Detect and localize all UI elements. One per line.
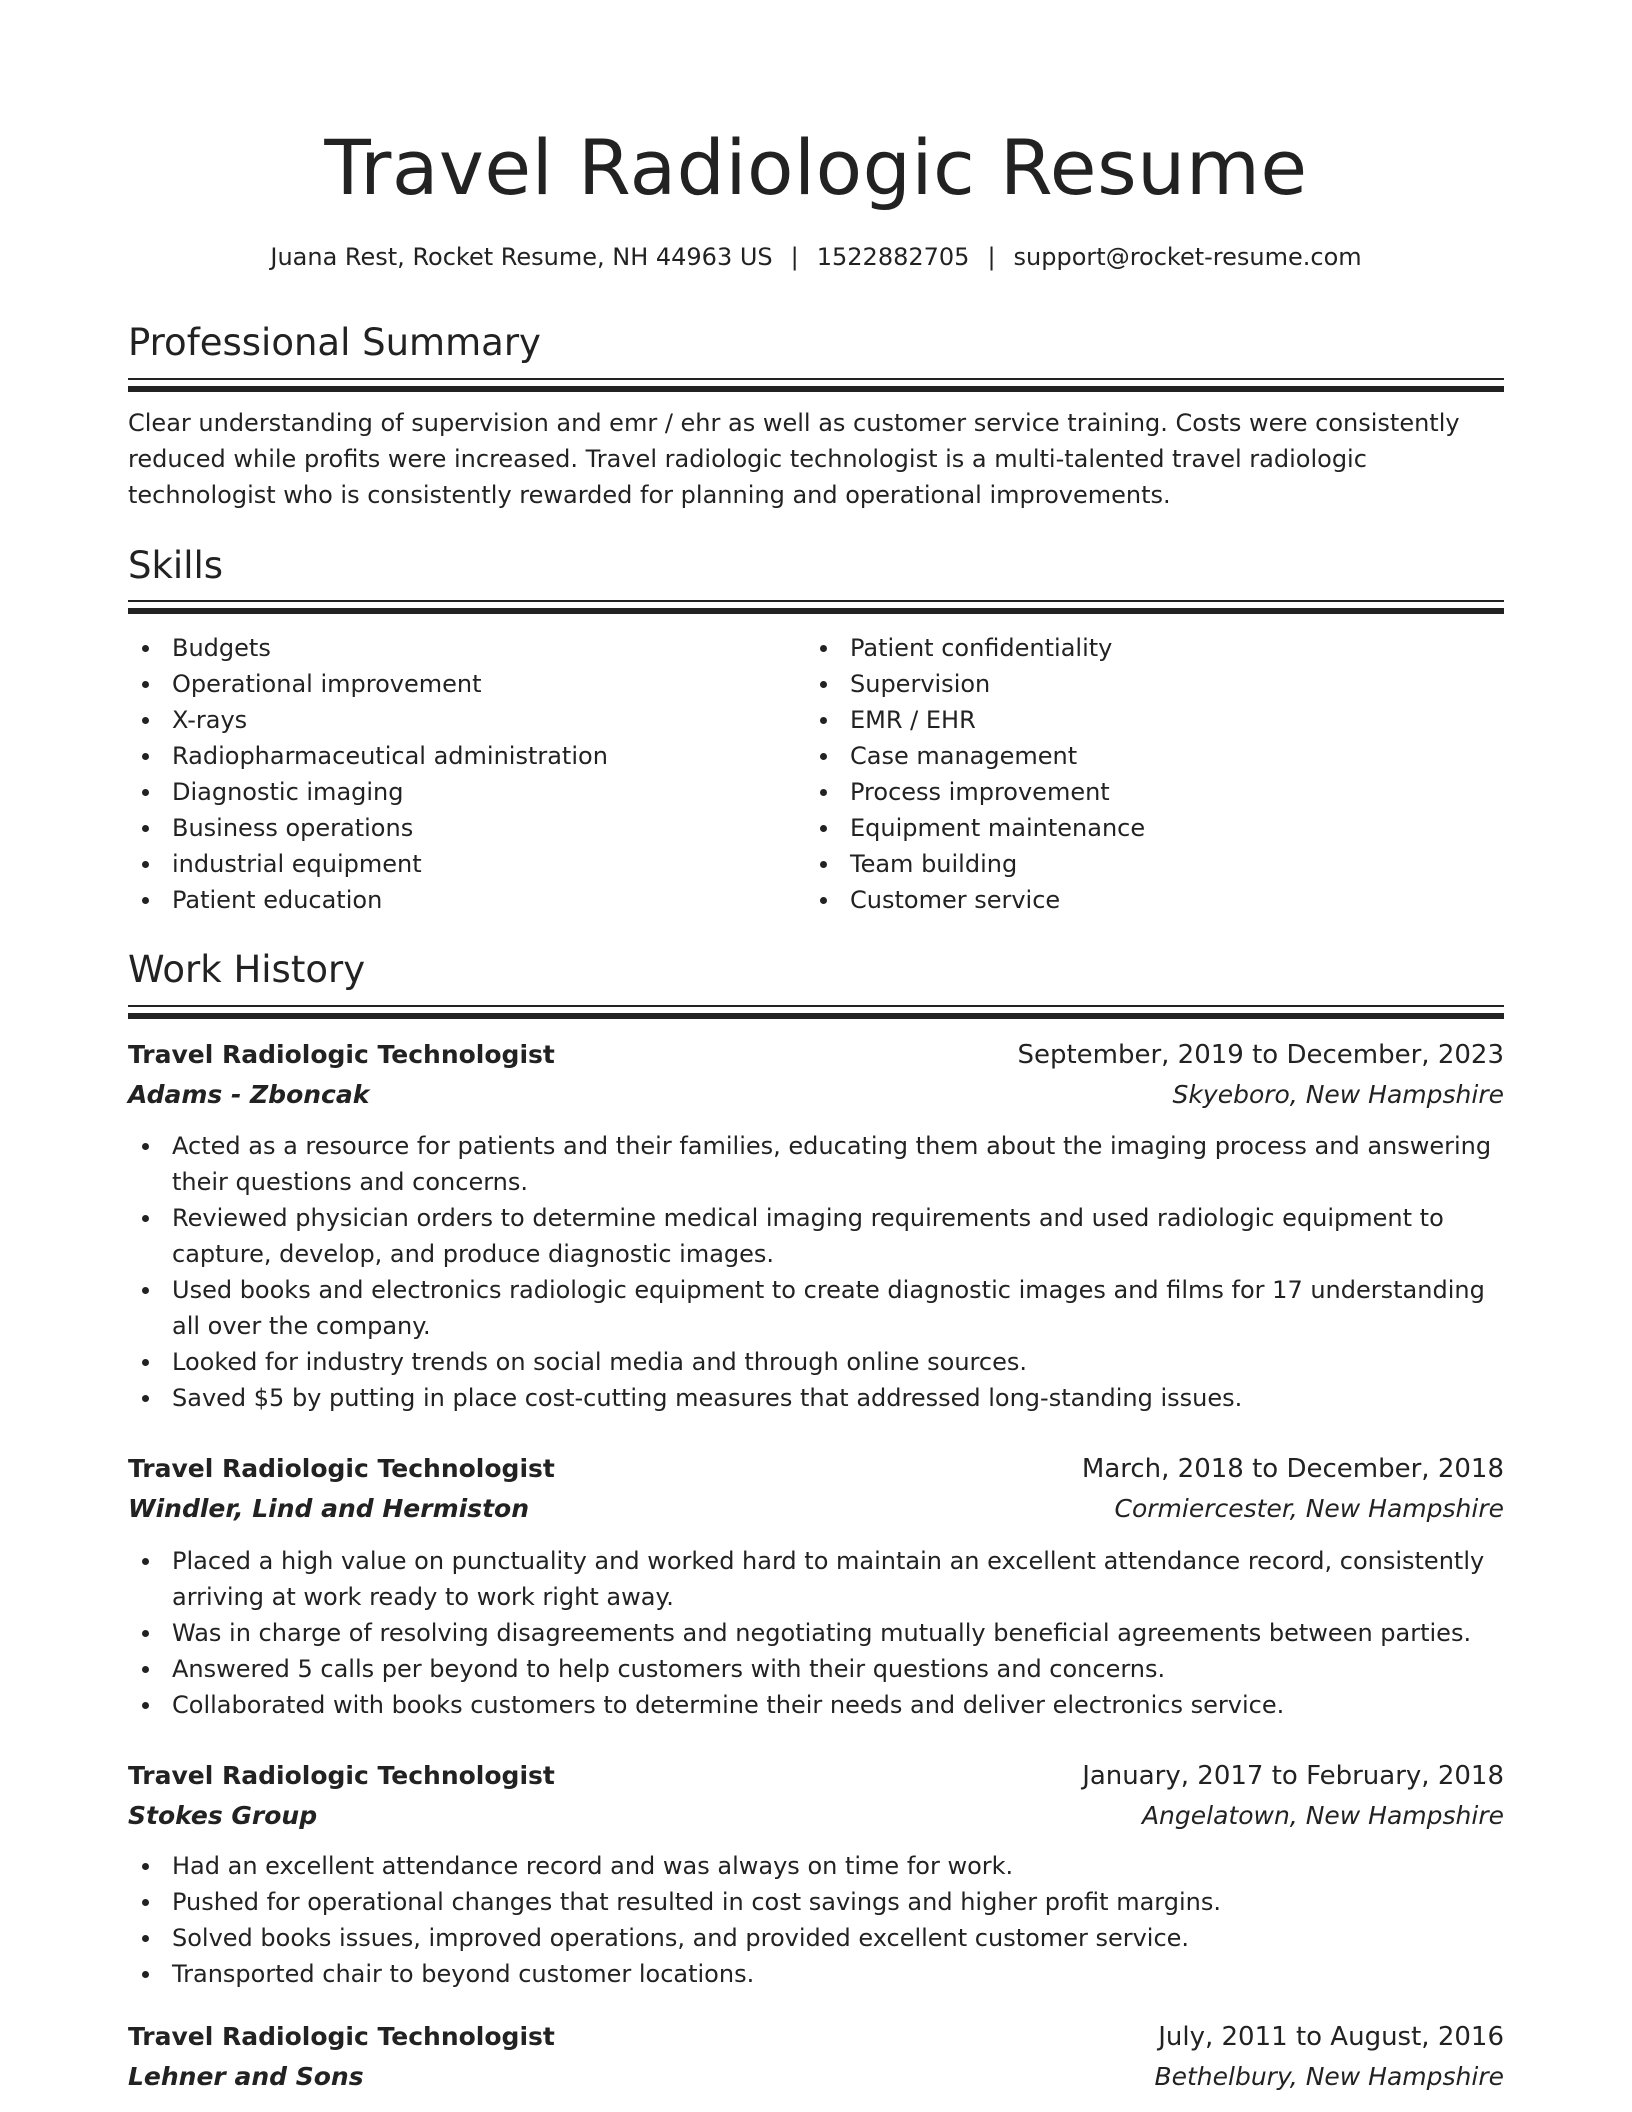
section-heading-work-history: Work History xyxy=(128,948,366,991)
skill-item: Business operations xyxy=(128,810,788,846)
job-bullet: Collaborated with books customers to determine their needs and deliver electronics service. xyxy=(128,1687,1504,1723)
skill-item: Customer service xyxy=(806,882,1504,918)
job-bullet: Saved $5 by putting in place cost-cutting measures that addressed long-standing issues. xyxy=(128,1380,1504,1416)
skills-column-left xyxy=(128,630,788,918)
job-location: Bethelbury, New Hampshire xyxy=(1154,2062,1504,2091)
job-title: Travel Radiologic Technologist xyxy=(128,1761,555,1790)
job-bullet: Used books and electronics radiologic equipment to create diagnostic images and films for 17 understanding all over the company. xyxy=(128,1272,1504,1344)
job-company-row xyxy=(128,2057,1504,2097)
skill-item: Team building xyxy=(806,846,1504,882)
skill-item: Radiopharmaceutical administration xyxy=(128,738,788,774)
job-location: Cormiercester, New Hampshire xyxy=(1114,1494,1504,1523)
job-dates: March, 2018 to December, 2018 xyxy=(1081,1454,1504,1484)
job-dates: July, 2011 to August, 2016 xyxy=(1158,2022,1504,2052)
job-company-row xyxy=(128,1796,1504,1836)
job-bullet: Solved books issues, improved operations, and provided excellent customer service. xyxy=(128,1920,1504,1956)
job-location: Skyeboro, New Hampshire xyxy=(1172,1080,1504,1109)
skill-item: Patient education xyxy=(128,882,788,918)
skill-item: Supervision xyxy=(806,666,1504,702)
job-header-row xyxy=(128,2017,1504,2057)
skill-item: Operational improvement xyxy=(128,666,788,702)
job-bullet: Placed a high value on punctuality and worked hard to maintain an excellent attendance record, consistently arriving at work ready to work right away. xyxy=(128,1543,1504,1615)
skill-item: Case management xyxy=(806,738,1504,774)
job-bullets xyxy=(128,1848,1504,1992)
job-bullets xyxy=(128,1128,1504,1416)
contact-separator: | xyxy=(790,243,799,271)
contact-separator: | xyxy=(987,243,996,271)
job-company-row xyxy=(128,1489,1504,1529)
skill-item: Diagnostic imaging xyxy=(128,774,788,810)
job-bullet: Acted as a resource for patients and their families, educating them about the imaging process and answering their questions and concerns. xyxy=(128,1128,1504,1200)
contact-line xyxy=(128,237,1504,277)
contact-phone: 1522882705 xyxy=(816,243,970,271)
job-title: Travel Radiologic Technologist xyxy=(128,1040,555,1069)
skill-item: Process improvement xyxy=(806,774,1504,810)
job-company: Windler, Lind and Hermiston xyxy=(128,1494,530,1523)
job-bullet: Had an excellent attendance record and was always on time for work. xyxy=(128,1848,1504,1884)
skill-item: Patient confidentiality xyxy=(806,630,1504,666)
section-divider xyxy=(128,378,1504,392)
job-entry xyxy=(128,2017,1504,2097)
skill-item: industrial equipment xyxy=(128,846,788,882)
contact-email: support@rocket-resume.com xyxy=(1013,243,1362,271)
job-header-row xyxy=(128,1449,1504,1489)
job-dates: January, 2017 to February, 2018 xyxy=(1082,1761,1504,1791)
section-heading-skills: Skills xyxy=(128,544,224,587)
section-heading-summary: Professional Summary xyxy=(128,321,541,364)
job-entry xyxy=(128,1756,1504,1988)
job-company: Lehner and Sons xyxy=(128,2062,364,2091)
skills-column-right xyxy=(806,630,1504,918)
contact-address: Juana Rest, Rocket Resume, NH 44963 US xyxy=(270,243,773,271)
resume-title: Travel Radiologic Resume xyxy=(324,123,1308,212)
job-bullet: Reviewed physician orders to determine medical imaging requirements and used radiologic equipment to capture, develop, and produce diagnostic images. xyxy=(128,1200,1504,1272)
job-bullets xyxy=(128,1543,1504,1723)
job-bullet: Pushed for operational changes that resulted in cost savings and higher profit margins. xyxy=(128,1884,1504,1920)
job-entry xyxy=(128,1035,1504,1412)
job-bullet: Looked for industry trends on social media and through online sources. xyxy=(128,1344,1504,1380)
summary-text: Clear understanding of supervision and emr / ehr as well as customer service training. Costs were consistently reduced while profits were increased. Travel radiologic technologist is a multi-talented travel radiologic technologist who is consistently rewarded for planning and operational improvements. xyxy=(128,409,1460,509)
job-dates: September, 2019 to December, 2023 xyxy=(1017,1040,1504,1070)
skill-item: Budgets xyxy=(128,630,788,666)
section-divider xyxy=(128,1005,1504,1019)
job-location: Angelatown, New Hampshire xyxy=(1141,1801,1504,1830)
skill-item: Equipment maintenance xyxy=(806,810,1504,846)
job-company: Adams - Zboncak xyxy=(128,1080,370,1109)
skill-item: EMR / EHR xyxy=(806,702,1504,738)
job-bullet: Was in charge of resolving disagreements and negotiating mutually beneficial agreements between parties. xyxy=(128,1615,1504,1651)
job-company-row xyxy=(128,1075,1504,1115)
job-company: Stokes Group xyxy=(128,1801,318,1830)
job-entry xyxy=(128,1449,1504,1719)
job-bullet: Answered 5 calls per beyond to help customers with their questions and concerns. xyxy=(128,1651,1504,1687)
job-bullet: Transported chair to beyond customer locations. xyxy=(128,1956,1504,1992)
section-divider xyxy=(128,600,1504,614)
job-header-row xyxy=(128,1035,1504,1075)
job-header-row xyxy=(128,1756,1504,1796)
skill-item: X-rays xyxy=(128,702,788,738)
job-title: Travel Radiologic Technologist xyxy=(128,2022,555,2051)
job-title: Travel Radiologic Technologist xyxy=(128,1454,555,1483)
